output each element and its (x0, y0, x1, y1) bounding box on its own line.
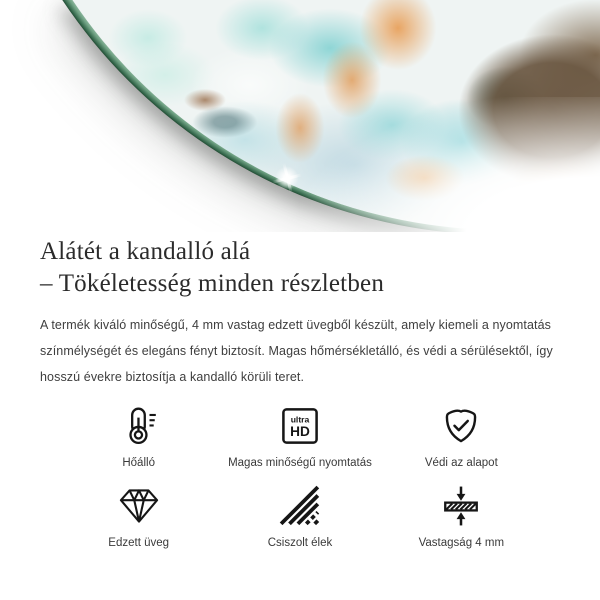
feature-label: Vastagság 4 mm (418, 537, 505, 549)
product-description-text: A termék kiváló minőségű, 4 mm vastag edzett üvegből készült, amely kiemeli a nyomtatás színmélységét és elegáns fényt biztosít. Magas hőmérsékletálló, és védi a sérülésektől, így hosszú évekre biztosítja a kandalló körüli teret. (40, 318, 553, 384)
feature-grid (40, 405, 560, 549)
polished-edges-icon (279, 485, 321, 527)
thickness-icon (440, 485, 482, 527)
product-hero-image (0, 0, 600, 232)
feature-label: Edzett üveg (108, 537, 170, 549)
feature-thickness (381, 485, 542, 549)
shield-check-icon (440, 405, 482, 447)
ultra-hd-icon-text-bottom: HD (290, 423, 310, 439)
ultra-hd-icon-text-top: ultra (290, 414, 310, 425)
page-title-line-2: – Tökéletesség minden részletben (40, 270, 385, 297)
feature-tempered-glass (58, 485, 219, 549)
feature-label: Csiszolt élek (267, 537, 333, 549)
feature-label: Magas minőségű nyomtatás (228, 457, 372, 469)
product-description-section (0, 232, 600, 549)
bottom-right-fade (300, 97, 600, 232)
feature-protects-base (381, 405, 542, 469)
feature-heat-resistant (58, 405, 219, 469)
page-title (40, 236, 560, 300)
feature-ultra-hd-print (219, 405, 380, 469)
feature-polished-edges (219, 485, 380, 549)
ultra-hd-icon (279, 405, 321, 447)
thermometer-icon (118, 405, 160, 447)
feature-label: Védi az alapot (424, 457, 498, 469)
diamond-icon (118, 485, 160, 527)
page-title-line-1: Alátét a kandalló alá (40, 238, 251, 265)
feature-label: Hőálló (122, 457, 155, 469)
